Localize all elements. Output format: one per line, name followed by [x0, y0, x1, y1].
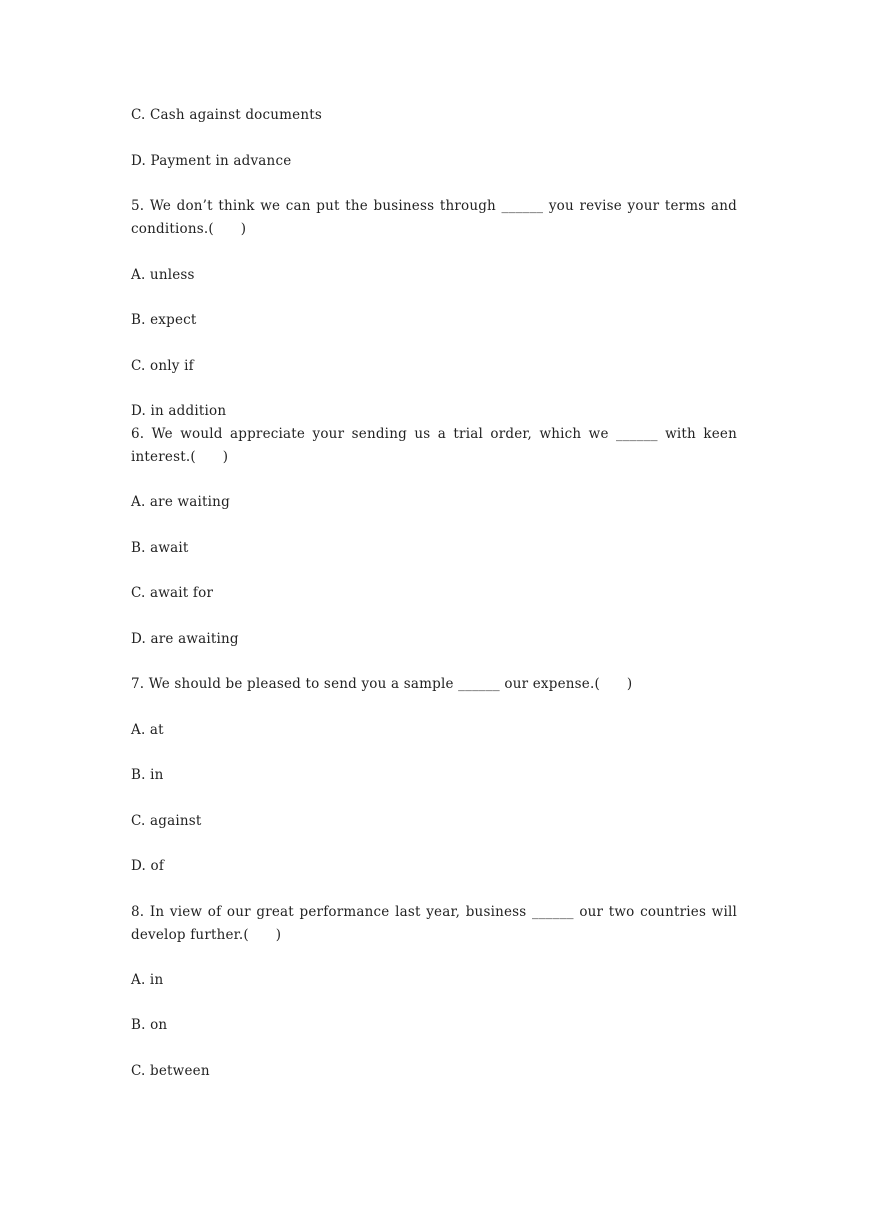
question-5: 5. We don’t think we can put the business through ______ you revise your terms and conditions.( ) [131, 198, 742, 237]
option-c-q5: C. only if [131, 358, 194, 374]
option-a-q8: A. in [131, 972, 164, 988]
question-8: 8. In view of our great performance last year, business ______ our two countries will develop further.( ) [131, 904, 742, 943]
option-c-q6: C. await for [131, 585, 214, 601]
option-b-q5: B. expect [131, 312, 197, 328]
option-c-q8: C. between [131, 1063, 210, 1079]
option-d-q5: D. in addition [131, 403, 227, 419]
question-6: 6. We would appreciate your sending us a trial order, which we ______ with keen interest.( ) [131, 426, 742, 465]
option-a-q6: A. are waiting [131, 494, 230, 510]
option-b-q8: B. on [131, 1017, 168, 1033]
option-d-q4: D. Payment in advance [131, 153, 292, 169]
option-b-q6: B. await [131, 540, 189, 556]
question-7: 7. We should be pleased to send you a sample ______ our expense.( ) [131, 676, 633, 692]
option-d-q6: D. are awaiting [131, 631, 239, 647]
option-a-q7: A. at [131, 722, 164, 738]
option-a-q5: A. unless [131, 267, 195, 283]
option-d-q7: D. of [131, 858, 165, 874]
option-c-q7: C. against [131, 813, 202, 829]
option-c-q4: C. Cash against documents [131, 107, 322, 123]
option-b-q7: B. in [131, 767, 164, 783]
